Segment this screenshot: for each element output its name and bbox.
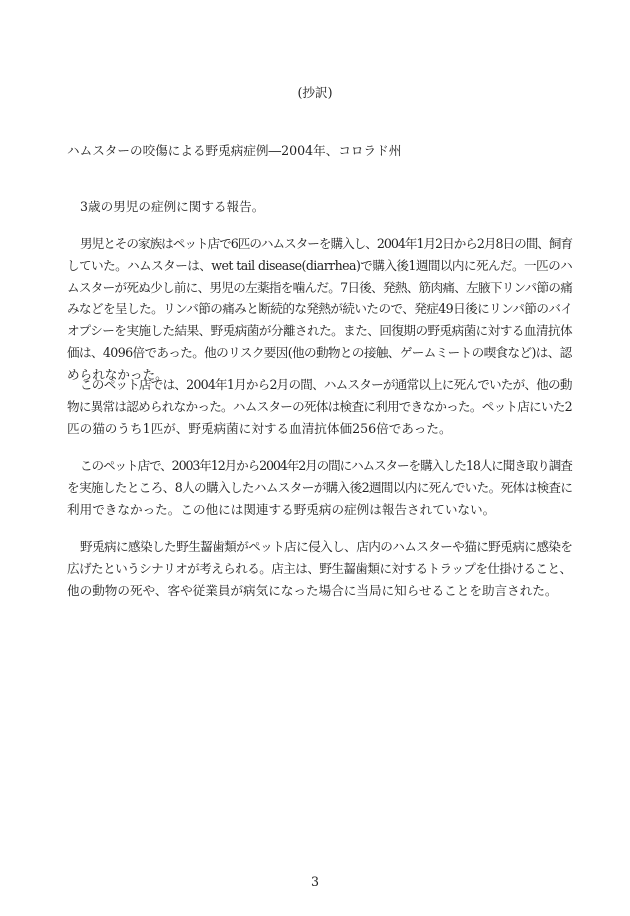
document-header: (抄訳) xyxy=(297,85,333,100)
paragraph-line: を実施したところ、8人の購入したハムスターが購入後2週間以内に死んでいた。死体は検査に xyxy=(67,479,573,495)
paragraph-line: 男児とその家族はペット店で6匹のハムスターを購入し、2004年1月2日から2月8日の間、飼育 xyxy=(80,236,573,251)
page-number: 3 xyxy=(310,874,319,889)
paragraph-line: オプシーを実施した結果、野兎病菌が分離された。また、回復期の野兎病菌に対する血清抗体 xyxy=(67,323,573,339)
paragraph-line: 利用できなかった。この他には関連する野兎病の症例は報告されていない。 xyxy=(67,501,496,517)
paragraph-line: 匹の猫のうち1匹が、野兎病菌に対する血清抗体価256倍であった。 xyxy=(67,420,452,436)
paragraph-line: 他の動物の死や、客や従業員が病気になった場合に当局に知らせることを助言された。 xyxy=(67,582,558,598)
paragraph-line: このペット店では、2004年1月から2月の間、ハムスターが通常以上に死んでいたが、他の動 xyxy=(80,377,572,392)
paragraph-line: められなかった。 xyxy=(67,366,168,382)
paragraph-line: 価は、4096倍であった。他のリスク要因(他の動物との接触、ゲームミートの喫食など)は、認 xyxy=(67,345,572,360)
paragraph-line: していた。ハムスターは、wet tail disease(diarrhea)で購入後1週間以内に死んだ。一匹のハ xyxy=(67,257,573,273)
paragraph-line: 物に異常は認められなかった。ハムスターの死体は検査に利用できなかった。ペット店にいた2 xyxy=(67,398,572,414)
intro-text: 3歳の男児の症例に関する報告。 xyxy=(80,199,265,214)
paragraph-line: みなどを呈した。リンパ節の痛みと断続的な発熱が続いたので、発症49日後にリンパ節のバイ xyxy=(67,301,573,317)
paragraph-line: 野兎病に感染した野生齧歯類がペット店に侵入し、店内のハムスターや猫に野兎病に感染を xyxy=(80,539,573,554)
paragraph-line: ムスターが死ぬ少し前に、男児の左薬指を噛んだ。7日後、発熱、筋肉痛、左腋下リンパ節の痛 xyxy=(67,279,573,295)
paragraph-line: このペット店で、2003年12月から2004年2月の間にハムスターを購入した18人に聞き取り調査 xyxy=(80,458,572,473)
paragraph-line: 広げたというシナリオが考えられる。店主は、野生齧歯類に対するトラップを仕掛けること、 xyxy=(67,560,572,576)
document-title: ハムスターの咬傷による野兎病症例―2004年、コロラド州 xyxy=(67,143,402,158)
